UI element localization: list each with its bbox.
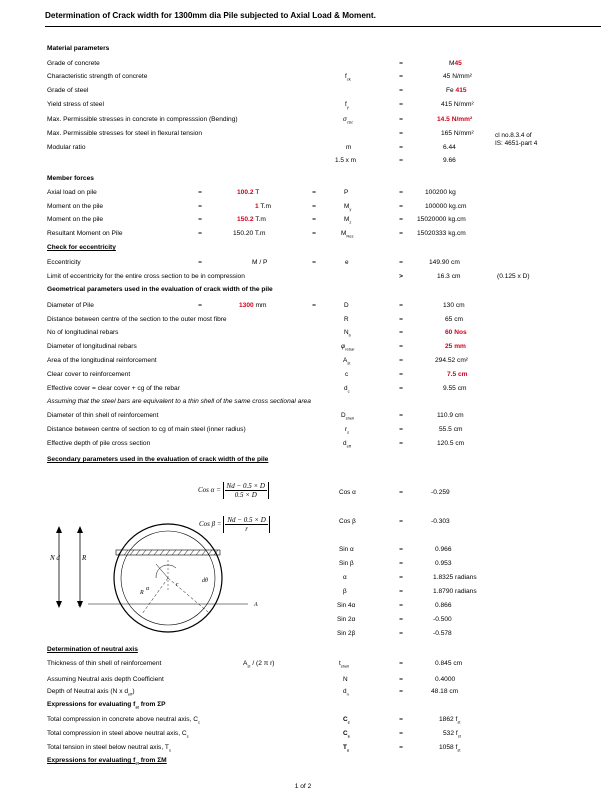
ecc-row: Limit of eccentricity for the entire cross section to be in compression > 16.3 cm (0.125 x D) bbox=[47, 273, 530, 280]
formula-cos-alpha: Cos α = $\frac{Nd - 0.5 \times D}{0.5 \times D}$ bbox=[198, 482, 269, 499]
neutral-row: Depth of Neutral axis (N x $d_{eff}$) $d_n$ = 48.18 cm bbox=[47, 688, 459, 697]
a-label: A bbox=[254, 602, 258, 608]
member-row: Axial load on pile = 100.2 T = P = 100200 kg bbox=[47, 189, 456, 196]
geom-row: Diameter of longitudinal rebars $\varphi_{rebar}$ = 25 mm bbox=[47, 343, 466, 352]
expr-heading-row bbox=[47, 700, 603, 709]
geom-row: Diameter of Pile = 1300 mm = D = 130 cm bbox=[47, 302, 465, 309]
neutral-row: Assuming Neutral axis depth Coefficient N = 0.4000 bbox=[47, 676, 456, 683]
ecc-heading-row bbox=[47, 243, 603, 252]
material-heading-row bbox=[47, 44, 603, 53]
neutral-row: Total compression in steel above neutral axis, $C_s$ $C_s$ = 532 $f_{st}$ bbox=[47, 730, 461, 739]
material-row: Grade of concrete = M45 bbox=[47, 60, 462, 67]
secondary-heading: Secondary parameters used in the evaluation of crack width of the pile bbox=[47, 456, 269, 463]
geom-row: Effective depth of pile cross section $d_{eff}$ = 120.5 cm bbox=[47, 440, 465, 449]
arrow-up-left bbox=[56, 526, 62, 533]
secondary-row: Sin 4α = 0.866 bbox=[337, 602, 452, 609]
r-radius-label: R bbox=[140, 590, 144, 596]
geom-row: Clear cover to reinforcement c = 7.5 cm bbox=[47, 371, 468, 378]
arrow-up-right bbox=[77, 526, 83, 533]
n-label: N bbox=[78, 602, 83, 608]
material-heading: Material parameters bbox=[47, 45, 110, 52]
geom-row: Diameter of thin shell of reinforcement $D_{shell}$ = 110.9 cm bbox=[47, 412, 464, 421]
geom-row: Distance between centre of the section to the outer most fibre R = 65 cm bbox=[47, 316, 463, 323]
material-row: Yield stress of steel $f_y$ = 415 N/mm² bbox=[47, 101, 474, 110]
page-number: 1 of 2 bbox=[294, 783, 312, 790]
r-big-label: R bbox=[82, 554, 87, 562]
member-row: Moment on the pile = 1 T.m = $M_y$ = 100000 kg.cm bbox=[47, 203, 467, 212]
neutral-row: Thickness of thin shell of reinforcement $A_{st} / (2$ π r) $t_{shell}$ = 0.845 cm bbox=[47, 660, 463, 669]
ecc-heading: Check for eccentricity bbox=[47, 244, 116, 251]
code-reference-note: cl no.8.3.4 of IS: 4651-part 4 bbox=[495, 132, 538, 147]
formula-cos-beta: Cos β = $\frac{Nd - 0.5 \times D}{r}$ bbox=[199, 516, 270, 533]
material-row: Grade of steel = Fe 415 bbox=[47, 87, 467, 94]
secondary-row: Sin α = 0.966 bbox=[339, 546, 452, 553]
member-row: Moment on the pile = 150.2 T.m = $M_z$ = 15020000 kg.cm bbox=[47, 216, 466, 225]
expr-heading: Expressions for evaluating $f_{st}$ from ΣP bbox=[47, 701, 166, 710]
secondary-row: Cos α = -0.259 bbox=[339, 489, 450, 496]
geom-heading: Geometrical parameters used in the evaluation of crack width of the pile bbox=[47, 286, 273, 293]
secondary-row: Sin 2β = -0.578 bbox=[337, 630, 452, 637]
material-row: Max. Permissible stresses for steel in flexural tension = 165 N/mm² bbox=[47, 130, 474, 137]
secondary-heading-row bbox=[47, 455, 603, 464]
member-heading-row bbox=[47, 174, 603, 183]
material-row: Max. Permissible stresses in concrete in compresssion (Bending) $\sigma_{cbc}$ = 14.5 N/mm² bbox=[47, 116, 473, 125]
geom-row: Area of the longitudinal reinforcement $A_{st}$ = 294.52 cm² bbox=[47, 357, 469, 366]
geom-row: Distance between centre of section to cg of main steel (inner radius) $r_s$ = 55.5 cm bbox=[47, 426, 463, 435]
secondary-row: α = 1.8325 radians bbox=[343, 574, 477, 581]
page-title: Determination of Crack width for 1300mm dia Pile subjected to Axial Load & Moment. bbox=[45, 11, 376, 20]
dtheta-label: dθ bbox=[202, 578, 208, 584]
geom-heading-row bbox=[47, 285, 603, 294]
neutral-heading: Determination of neutral axis bbox=[47, 646, 138, 653]
secondary-row: Sin 2α = -0.500 bbox=[337, 616, 452, 623]
r-small-label: r bbox=[176, 582, 179, 588]
member-heading: Member forces bbox=[47, 175, 94, 182]
material-row: 1.5 x m = 9.66 bbox=[335, 157, 456, 164]
geom-row: Effective cover = clear cover + cg of the rebar $d_c$ = 9.55 cm bbox=[47, 385, 467, 394]
alpha-label: α bbox=[146, 586, 150, 592]
neutral-heading-row bbox=[47, 645, 603, 654]
material-row: Characteristic strength of concrete $f_{ck}$ = 45 N/mm² bbox=[47, 73, 472, 82]
secondary-row: Cos β = -0.303 bbox=[339, 518, 450, 525]
expr2-heading: Expressions for evaluating $f_{st}$ from ΣM bbox=[47, 757, 167, 766]
member-row: Resultant Moment on Pile = 150.20 T.m = $M_{Res}$ = 15020333 kg.cm bbox=[47, 230, 466, 239]
geom-row: No of longitudinal rebars $N_b$ = 60 Nos bbox=[47, 329, 467, 338]
title-divider bbox=[45, 26, 601, 27]
material-row: Modular ratio m = 6.44 bbox=[47, 144, 456, 151]
neutral-row: Total tension in steel below neutral axis, $T_s$ $T_s$ = 1058 $f_{st}$ bbox=[47, 744, 461, 753]
assumption-text: Assuming that the steel bars are equivalent to a thin shell of the same cross sectional area bbox=[47, 398, 311, 405]
neutral-row: Total compression in concrete above neutral axis, $C_c$ $C_c$ = 1862 $f_{st}$ bbox=[47, 716, 461, 725]
geom-assumption-row bbox=[47, 397, 603, 406]
nd-label: N d bbox=[50, 554, 60, 562]
secondary-row: β = 1.8790 radians bbox=[343, 588, 477, 595]
secondary-row: Sin β = 0.953 bbox=[339, 560, 452, 567]
expr2-heading-row bbox=[47, 756, 603, 765]
ecc-row: Eccentricity = M / P = e = 149.90 cm bbox=[47, 259, 460, 266]
